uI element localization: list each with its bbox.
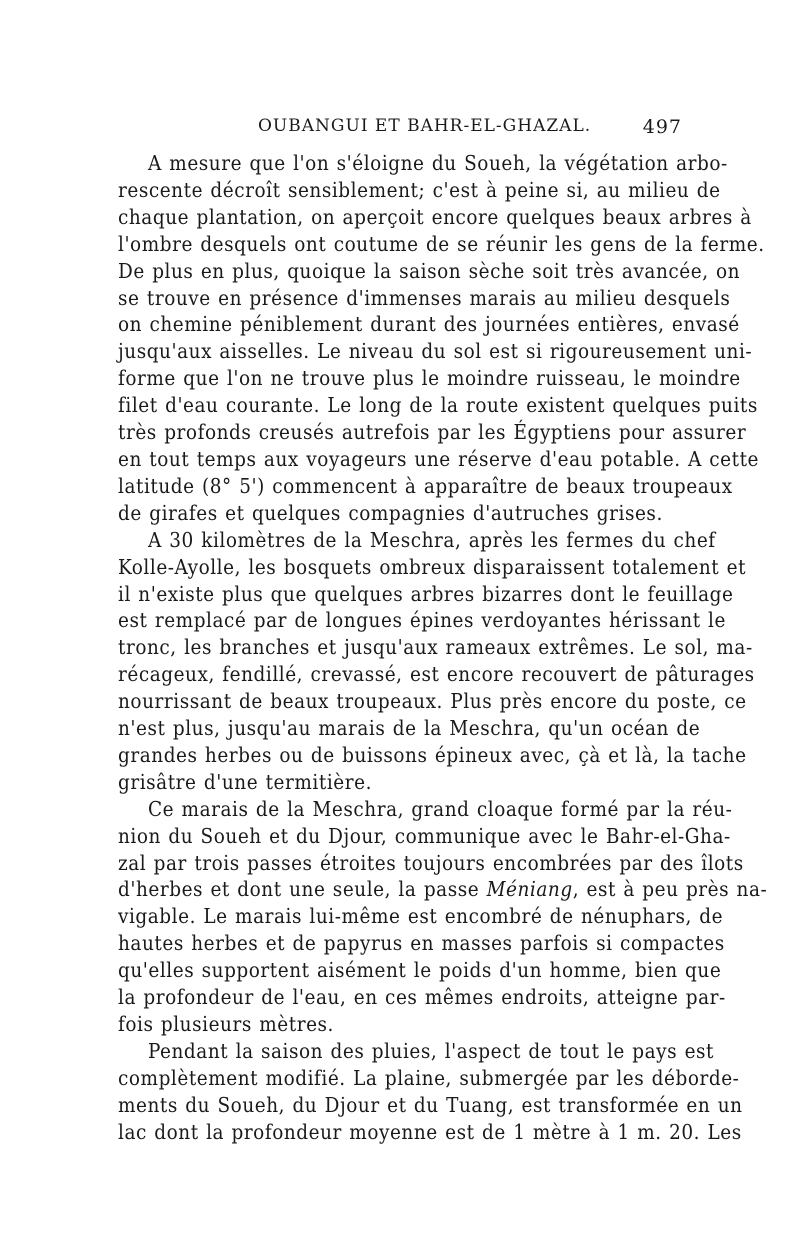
text-line: complètement modifié. La plaine, submergée par les déborde- [118, 1065, 740, 1090]
text-line: se trouve en présence d'immenses marais au milieu desquels [118, 285, 731, 310]
text-line: ments du Soueh, du Djour et du Tuang, est transformée en un [118, 1092, 743, 1117]
text-line: De plus en plus, quoique la saison sèche soit très avancée, on [118, 258, 741, 283]
text-line: Ce marais de la Meschra, grand cloaque formé par la réu- [148, 796, 733, 821]
text-line: nourrissant de beaux troupeaux. Plus près encore du poste, ce [118, 689, 747, 714]
text-line: très profonds creusés autrefois par les Égyptiens pour assurer [118, 420, 747, 445]
text-line: est remplacé par de longues épines verdoyantes hérissant le [118, 608, 726, 633]
text-line: grisâtre d'une termitière. [118, 769, 372, 794]
running-header [118, 116, 682, 140]
text-line: il n'existe plus que quelques arbres bizarres dont le feuillage [118, 581, 734, 606]
page-number: 497 [642, 116, 682, 138]
text-line: Kolle-Ayolle, les bosquets ombreux disparaissent totalement et [118, 554, 747, 579]
text-line: forme que l'on ne trouve plus le moindre ruisseau, le moindre [118, 366, 741, 391]
text-line: hautes herbes et de papyrus en masses parfois si compactes [118, 931, 725, 956]
text-line: rescente décroît sensiblement; c'est à peine si, au milieu de [118, 177, 721, 202]
text-line: récageux, fendillé, crevassé, est encore recouvert de pâturages [118, 662, 755, 687]
text-line: n'est plus, jusqu'au marais de la Meschra, qu'un océan de [118, 716, 701, 741]
text-line: chaque plantation, on aperçoit encore quelques beaux arbres à [118, 204, 752, 229]
text-line: fois plusieurs mètres. [118, 1012, 334, 1036]
text-line: jusqu'aux aisselles. Le niveau du sol est si rigoureusement uni- [118, 339, 753, 364]
text-line: lac dont la profondeur moyenne est de 1 mètre à 1 m. 20. Les [118, 1119, 742, 1144]
text-line: vigable. Le marais lui-même est encombré de nénuphars, de [118, 904, 724, 929]
text-line: on chemine péniblement durant des journées entières, envasé [118, 312, 740, 337]
paragraph [118, 1038, 743, 1146]
text-line: l'ombre desquels ont coutume de se réunir les gens de la ferme. [118, 231, 765, 256]
text-line: nion du Soueh et du Djour, communique avec le Bahr-el-Gha- [118, 823, 731, 848]
paragraph [118, 150, 765, 527]
text-line: de girafes et quelques compagnies d'autruches grises. [118, 500, 663, 525]
text-line: A 30 kilomètres de la Meschra, après les fermes du chef [148, 527, 716, 552]
paragraph [118, 527, 755, 796]
paragraph [118, 796, 768, 1038]
text-line: grandes herbes ou de buissons épineux avec, çà et là, la tache [118, 742, 747, 767]
text-line: latitude (8° 5') commencent à apparaître de beaux troupeaux [118, 473, 733, 498]
text-line: la profondeur de l'eau, en ces mêmes endroits, atteigne par- [118, 985, 726, 1010]
body-text [118, 150, 768, 1146]
text-line: qu'elles supportent aisément le poids d'un homme, bien que [118, 958, 722, 983]
text-line: zal par trois passes étroites toujours encombrées par des îlots [118, 850, 744, 875]
text-line: en tout temps aux voyageurs une réserve d'eau potable. A cette [118, 446, 760, 471]
text-line: A mesure que l'on s'éloigne du Soueh, la végétation arbo- [148, 151, 728, 175]
text-line: filet d'eau courante. Le long de la route existent quelques puits [118, 393, 758, 418]
text-line: tronc, les branches et jusqu'aux rameaux extrêmes. Le sol, ma- [118, 635, 753, 660]
text-line: Pendant la saison des pluies, l'aspect de tout le pays est [148, 1038, 714, 1063]
running-title: OUBANGUI ET BAHR-EL-GHAZAL. [258, 116, 592, 136]
text-line: d'herbes et dont une seule, la passe Méniang, est à peu près na- [118, 877, 768, 902]
